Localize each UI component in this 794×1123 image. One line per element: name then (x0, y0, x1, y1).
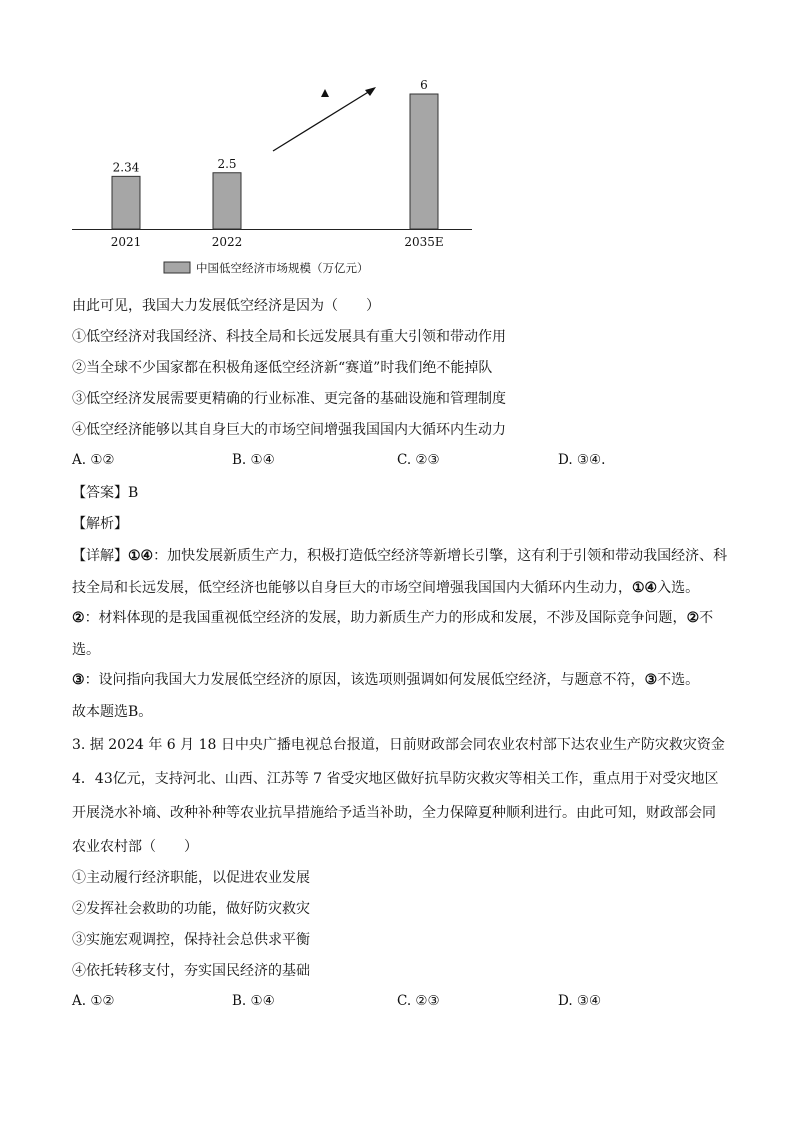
bar-2035E (410, 94, 438, 229)
q3-option-a: A. ①② (72, 993, 115, 1009)
detail-1-head: ①④ (128, 548, 154, 564)
q2-item-1: ①低空经济对我国经济、科技全局和长远发展具有重大引领和带动作用 (72, 329, 506, 345)
detail-2-mark: ② (686, 610, 700, 626)
q2-item-2: ②当全球不少国家都在积极角逐低空经济新“赛道”时我们绝不能掉队 (72, 360, 493, 376)
data-label-2035E: 6 (420, 78, 428, 92)
detail-3-text: ：设问指向我国大力发展低空经济的原因，该选项则强调如何发展低空经济，与题意不符， (84, 672, 645, 688)
q3-item-1: ①主动履行经济职能，以促进农业发展 (72, 870, 310, 886)
detail-1-text: ：加快发展新质生产力，积极打造低空经济等新增长引擎，这有利于引领和带动我国经济、科技全局和长远发展，低空经济也能够以自身巨大的市场空间增强我国国内大循环内生动力， (72, 548, 728, 596)
detail-label: 【详解】 (72, 548, 128, 564)
q3-option-d: D. ③④ (558, 993, 602, 1009)
market-size-chart (68, 72, 478, 287)
detail-2-text: ：材料体现的是我国重视低空经济的发展，助力新质生产力的形成和发展，不涉及国际竞争问题， (84, 610, 687, 626)
tick-label-2021: 2021 (110, 235, 142, 249)
q2-options (72, 452, 722, 472)
q2-stem: 由此可见，我国大力发展低空经济是因为（ ） (72, 298, 380, 314)
detail-3-tail: 不选。 (657, 672, 700, 688)
q2-conclusion: 故本题选B。 (72, 704, 153, 720)
detail-3-mark: ③ (644, 672, 658, 688)
detail-3-head: ③ (72, 672, 85, 688)
bar-2021 (112, 176, 140, 229)
data-label-2022: 2.5 (217, 156, 237, 171)
q3-item-2: ②发挥社会救助的功能，做好防灾救灾 (72, 901, 310, 917)
q3-item-3: ③实施宏观调控，保持社会总供求平衡 (72, 932, 310, 948)
triangle-marker (321, 89, 329, 97)
q2-detail-1 (72, 540, 728, 604)
q2-option-c: C. ②③ (397, 452, 440, 468)
detail-1-mark: ①④ (632, 580, 658, 596)
q3-option-c: C. ②③ (397, 993, 440, 1009)
detail-1-tail: 入选。 (657, 580, 700, 596)
q3-item-4: ④依托转移支付，夯实国民经济的基础 (72, 963, 310, 979)
q2-option-b: B. ①④ (232, 452, 275, 468)
detail-2-tail: 不选。 (72, 610, 714, 658)
q2-answer: 【答案】B (72, 485, 139, 501)
tick-label-2022: 2022 (211, 235, 243, 249)
legend-label: 中国低空经济市场规模（万亿元） (196, 261, 369, 275)
q2-detail-3 (72, 664, 728, 696)
tick-label-2035E: 2035E (404, 235, 444, 249)
q3-option-b: B. ①④ (232, 993, 275, 1009)
legend-swatch (164, 262, 190, 273)
q2-option-a: A. ①② (72, 452, 115, 468)
q3-options (72, 993, 722, 1013)
bar-chart-svg (68, 72, 478, 287)
q3-stem: 3. 据 2024 年 6 月 18 日中央广播电视总台报道，日前财政部会同农业农村部下达农业生产防灾救灾资金 4．43亿元，支持河北、山西、江苏等 7 省受灾地区做好抗旱防灾救灾等相关工作，重点用于对受灾地区开展浇水补墒、改种补种等农业抗旱措施给予适当补助，全力保障夏种顺利进行。由此可知，财政部会同农业农村部（ ） (72, 737, 725, 855)
data-label-2021: 2.34 (112, 160, 140, 175)
q2-item-3: ③低空经济发展需要更精确的行业标准、更完备的基础设施和管理制度 (72, 391, 506, 407)
q2-option-d: D. ③④. (558, 452, 606, 468)
q2-detail-2 (72, 602, 728, 666)
detail-2-head: ② (72, 610, 85, 626)
bar-2022 (213, 173, 241, 229)
q2-analysis-heading: 【解析】 (72, 516, 128, 532)
trend-arrow-line (273, 91, 370, 151)
q2-item-4: ④低空经济能够以其自身巨大的市场空间增强我国国内大循环内生动力 (72, 422, 506, 438)
trend-arrow-head (365, 87, 376, 96)
